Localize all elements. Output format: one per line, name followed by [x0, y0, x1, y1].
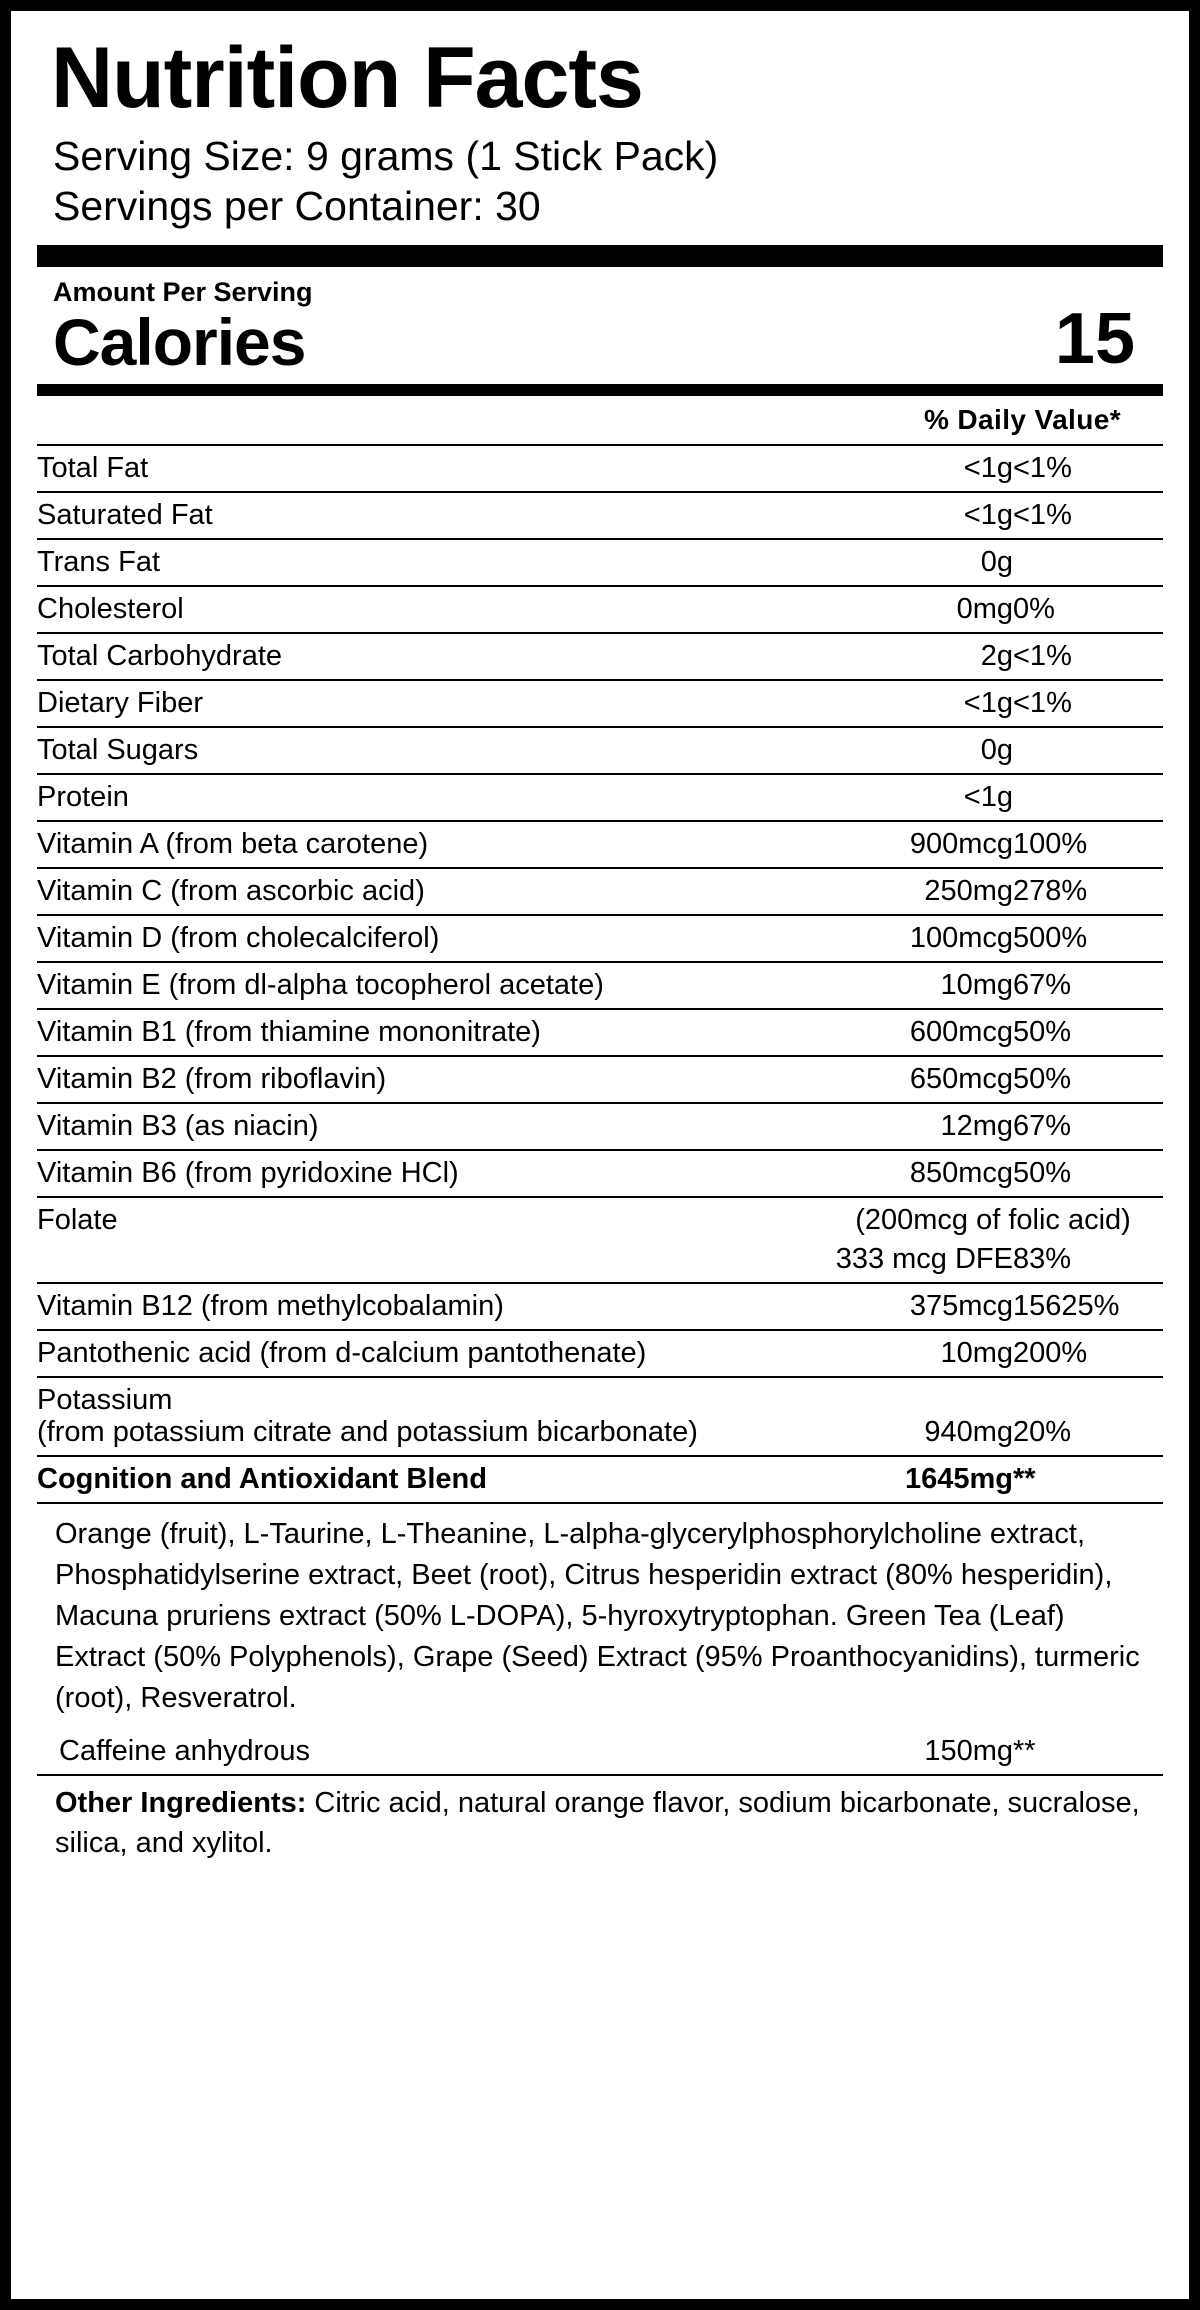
- row-name-empty: [37, 1243, 823, 1283]
- row-dv: 67%: [1013, 1103, 1163, 1150]
- row-name: Vitamin C (from ascorbic acid): [37, 868, 823, 915]
- row-dv: <1%: [1013, 451, 1072, 484]
- row-name: Vitamin B12 (from methylcobalamin): [37, 1283, 823, 1330]
- table-row: [37, 492, 1163, 539]
- folate-note: (200mcg of folic acid): [823, 1197, 1163, 1243]
- row-dv: 50%: [1013, 1056, 1163, 1103]
- table-row-caffeine: [37, 1729, 1163, 1774]
- table-row-folate-amount: [37, 1243, 1163, 1283]
- row-amount: 333 mcg DFE: [835, 1242, 1013, 1275]
- row-dv: 83%: [1013, 1242, 1072, 1275]
- row-name: Pantothenic acid (from d-calcium pantothenate): [37, 1330, 823, 1377]
- row-amount: 600mcg: [823, 1009, 1013, 1056]
- table-row: [37, 1150, 1163, 1197]
- row-amount: 2g: [823, 633, 1013, 680]
- row-amount: <1g: [963, 451, 1013, 484]
- table-row: [37, 1056, 1163, 1103]
- row-name: Folate: [37, 1197, 823, 1243]
- row-amount: 850mcg: [823, 1150, 1013, 1197]
- blend-dv: **: [1013, 1456, 1163, 1502]
- row-amount: 12mg: [823, 1103, 1013, 1150]
- amount-per-serving-label: Amount Per Serving: [53, 277, 313, 308]
- row-dv: 278%: [1013, 868, 1163, 915]
- row-dv: 100%: [1013, 821, 1163, 868]
- row-name: Vitamin B2 (from riboflavin): [37, 1056, 823, 1103]
- row-name: Vitamin D (from cholecalciferol): [37, 915, 823, 962]
- row-name: Protein: [37, 774, 823, 821]
- row-dv: <1%: [1013, 680, 1163, 727]
- row-name: Vitamin B3 (as niacin): [37, 1103, 823, 1150]
- row-name: Vitamin A (from beta carotene): [37, 821, 823, 868]
- table-row: [37, 680, 1163, 727]
- row-dv: 15625%: [1013, 1283, 1163, 1330]
- table-row: [37, 586, 1163, 633]
- serving-size-text: Serving Size: 9 grams (1 Stick Pack): [53, 133, 719, 179]
- other-ingredients-text: Citric acid, natural orange flavor, sodium bicarbonate, sucralose, silica, and xylitol.: [55, 1787, 1140, 1859]
- row-amount: 900mcg: [823, 821, 1013, 868]
- row-name-potassium: [37, 1377, 823, 1456]
- row-name: Vitamin B6 (from pyridoxine HCl): [37, 1150, 823, 1197]
- row-name: Total Fat: [37, 451, 149, 484]
- calories-value: 15: [1054, 299, 1135, 380]
- row-name: Vitamin B1 (from thiamine mononitrate): [37, 1009, 823, 1056]
- divider-thick-top: [37, 245, 1163, 267]
- table-row: [37, 1330, 1163, 1377]
- table-row: [37, 915, 1163, 962]
- row-amount: <1g: [823, 492, 1013, 539]
- blend-name: Cognition and Antioxidant Blend: [37, 1456, 823, 1502]
- table-row: [37, 539, 1163, 586]
- row-amount: 10mg: [823, 1330, 1013, 1377]
- row-dv: 50%: [1013, 1009, 1163, 1056]
- row-amount: 0g: [823, 727, 1013, 774]
- row-dv: 67%: [1013, 962, 1163, 1009]
- row-dv: <1%: [1013, 633, 1163, 680]
- table-row: [37, 1009, 1163, 1056]
- row-name: Dietary Fiber: [37, 680, 823, 727]
- calories-row: [37, 299, 1163, 380]
- row-dv: 500%: [1013, 915, 1163, 962]
- table-row: [37, 1283, 1163, 1330]
- caffeine-dv: **: [1013, 1735, 1036, 1768]
- row-dv: 50%: [1013, 1150, 1163, 1197]
- row-name: Saturated Fat: [37, 492, 823, 539]
- other-ingredients: [37, 1774, 1163, 1863]
- row-amount: 375mcg: [823, 1283, 1013, 1330]
- table-row: [37, 774, 1163, 821]
- table-row: [37, 962, 1163, 1009]
- potassium-line2: (from potassium citrate and potassium bicarbonate): [37, 1416, 698, 1449]
- divider-medium: [37, 384, 1163, 396]
- table-row: [37, 868, 1163, 915]
- row-dv: 20%: [1013, 1377, 1163, 1456]
- table-row: [37, 727, 1163, 774]
- row-amount: 250mg: [823, 868, 1013, 915]
- table-row-blend: [37, 1456, 1163, 1502]
- row-name: Total Sugars: [37, 727, 823, 774]
- table-row: [37, 821, 1163, 868]
- caffeine-name: Caffeine anhydrous: [59, 1735, 310, 1768]
- row-dv: [1013, 727, 1163, 774]
- row-dv: 0%: [1013, 586, 1163, 633]
- calories-label: Calories: [53, 305, 306, 380]
- row-dv: 200%: [1013, 1330, 1163, 1377]
- daily-value-header: % Daily Value*: [923, 403, 1121, 435]
- table-row: [37, 446, 1163, 492]
- other-ingredients-label: Other Ingredients:: [55, 1787, 307, 1820]
- row-name: Vitamin E (from dl-alpha tocopherol acetate): [37, 962, 823, 1009]
- row-dv: [1013, 774, 1163, 821]
- table-row-folate: [37, 1197, 1163, 1243]
- caffeine-amount: 150mg: [924, 1735, 1013, 1768]
- row-name: Trans Fat: [37, 539, 823, 586]
- row-dv: [1013, 539, 1163, 586]
- row-amount: 100mcg: [823, 915, 1013, 962]
- row-amount: 0mg: [823, 586, 1013, 633]
- blend-amount: 1645mg: [823, 1456, 1013, 1502]
- row-amount: <1g: [823, 680, 1013, 727]
- potassium-line1: Potassium: [37, 1383, 173, 1416]
- nutrition-table: [37, 446, 1163, 1502]
- row-amount: 10mg: [823, 962, 1013, 1009]
- servings-per-container-text: Servings per Container: 30: [53, 183, 541, 230]
- row-amount: 0g: [823, 539, 1013, 586]
- table-row: [37, 1103, 1163, 1150]
- table-row: [37, 633, 1163, 680]
- row-amount: <1g: [823, 774, 1013, 821]
- row-dv: <1%: [1013, 492, 1163, 539]
- row-amount: 650mcg: [823, 1056, 1013, 1103]
- row-name: Cholesterol: [37, 586, 823, 633]
- row-name: Total Carbohydrate: [37, 633, 823, 680]
- blend-ingredients-text: Orange (fruit), L-Taurine, L-Theanine, L-alpha-glycerylphosphorylcholine extract, Phosphatidylserine extract, Beet (root), Citrus hesperidin extract (80% hesperidin), Macuna pruriens extract (50% L-DOPA), 5-hyroxytryptophan. Green Tea (Leaf) Extract (50% Polyphenols), Grape (Seed) Extract (95% Proanthocyanidins), turmeric (root), Resveratrol.: [37, 1502, 1163, 1730]
- caffeine-table: [37, 1729, 1163, 1774]
- page-title: Nutrition Facts: [51, 30, 643, 126]
- table-row-potassium: [37, 1377, 1163, 1456]
- row-amount: 940mg: [823, 1377, 1013, 1456]
